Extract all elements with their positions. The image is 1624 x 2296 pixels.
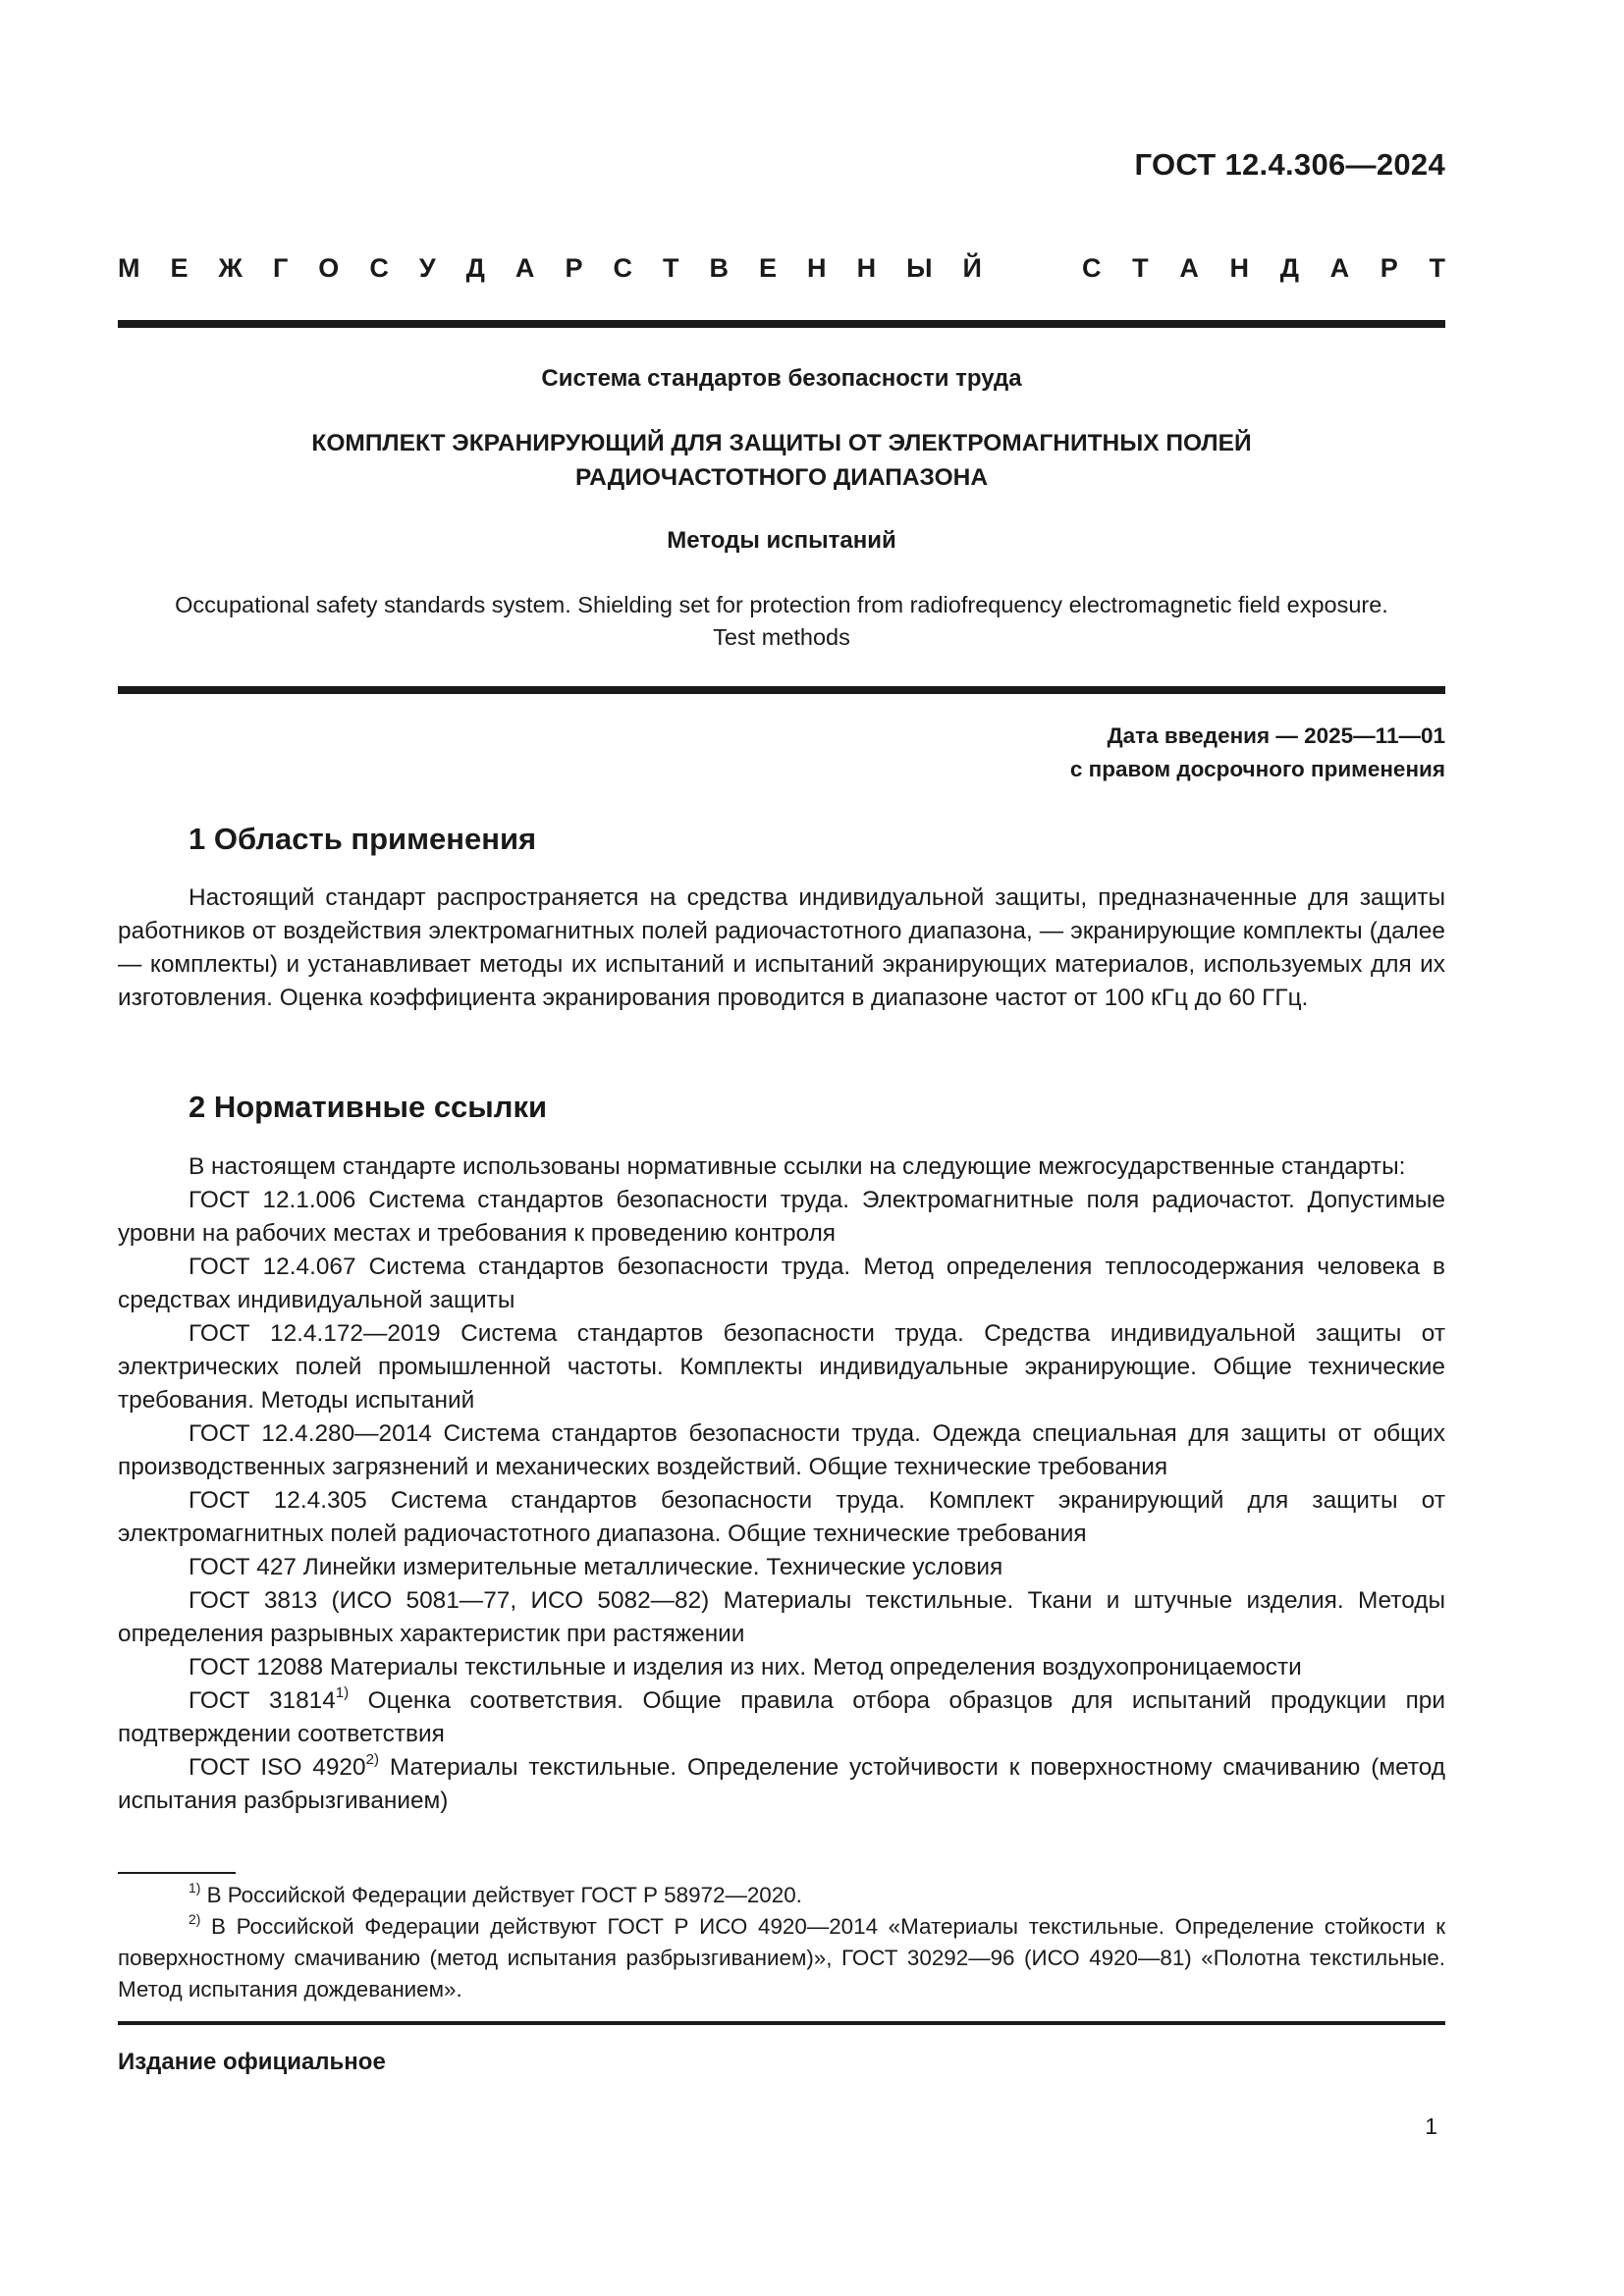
banner-letter: Е [170,253,189,283]
banner-letter: Н [1229,253,1250,283]
official-edition-label: Издание официальное [118,2049,386,2075]
banner-letter: Й [962,253,982,283]
banner-letter: М [118,253,140,283]
footnote-mark: 1) [189,1879,201,1896]
reference-text: ГОСТ 12.4.172—2019 Система стандартов безопасности труда. Средства индивидуальной защиты от электрических полей промышленной частоты. Комплекты индивидуальные экранирующие. Общие технические требования. Методы испытаний [118,1320,1445,1414]
normative-references-list [118,1184,1445,1818]
reference-text-continued: Оценка соответствия. Общие правила отбора образцов для испытаний продукции при подтверждении соответствия [118,1687,1445,1747]
banner-letter: Р [565,253,583,283]
footnote-text: В Российской Федерации действует ГОСТ Р 58972—2020. [200,1883,802,1907]
banner-letter: С [369,253,389,283]
footnote-text: В Российской Федерации действуют ГОСТ Р ИСО 4920—2014 «Материалы текстильные. Определение стойкости к поверхностному смачиванию (метод испытания разбрызгиванием)», ГОСТ 30292—96 (ИСО 4920—81) «Полотна текстильные. Метод испытания дождеванием». [118,1914,1445,2002]
standard-type-word-1 [118,253,982,284]
banner-letter: Ж [218,253,243,283]
banner-letter: Н [807,253,827,283]
page-number: 1 [1425,2113,1437,2139]
reference-item [118,1184,1445,1251]
main-title-line-1: КОМПЛЕКТ ЭКРАНИРУЮЩИЙ ДЛЯ ЗАЩИТЫ ОТ ЭЛЕКТРОМАГНИТНЫХ ПОЛЕЙ [311,430,1252,456]
english-title [118,589,1445,654]
reference-item [118,1251,1445,1317]
standard-type-banner [118,253,1445,284]
banner-letter: Т [1132,253,1149,283]
footnote-rule [118,1872,236,1874]
reference-item [118,1651,1445,1684]
reference-item [118,1317,1445,1417]
footnote [118,1880,1445,1911]
title-rule [118,686,1445,694]
reference-item [118,1484,1445,1551]
document-code: ГОСТ 12.4.306—2024 [1134,147,1445,182]
section-2-heading: 2 Нормативные ссылки [189,1090,548,1124]
banner-letter: А [1329,253,1350,283]
banner-letter: А [514,253,535,283]
reference-text: ГОСТ 12.4.305 Система стандартов безопасности труда. Комплект экранирующий для защиты от электромагнитных полей радиочастотного диапазона. Общие технические требования [118,1487,1445,1547]
banner-letter: Ы [906,253,933,283]
banner-letter: Т [662,253,679,283]
banner-letter: Г [272,253,289,283]
introduction-date-line: Дата введения — 2025—11—01 [1107,723,1445,748]
early-application-note: с правом досрочного применения [1069,757,1445,781]
reference-text: ГОСТ 12.1.006 Система стандартов безопасности труда. Электромагнитные поля радиочастот. Допустимые уровни на рабочих местах и требования к проведению контроля [118,1187,1445,1247]
banner-letter: Д [1279,253,1299,283]
reference-text: ГОСТ 31814 [189,1687,336,1714]
reference-text: ГОСТ 12088 Материалы текстильные и изделия из них. Метод определения воздухопроницаемости [189,1654,1302,1681]
banner-letter: Н [856,253,877,283]
banner-letter: Т [1429,253,1445,283]
banner-letter: Д [465,253,485,283]
reference-text: ГОСТ ISO 4920 [189,1754,366,1781]
banner-letter: С [613,253,632,283]
reference-item [118,1751,1445,1818]
section-2-body [118,1150,1445,1818]
reference-item [118,1584,1445,1651]
footnote-marker: 2) [365,1750,380,1768]
banner-letter: С [1082,253,1102,283]
footnote [118,1911,1445,2005]
reference-text-continued: Материалы текстильные. Определение устойчивости к поверхностному смачиванию (метод испытания разбрызгиванием) [118,1754,1445,1814]
footnote-marker: 1) [335,1683,350,1701]
banner-letter: Р [1380,253,1398,283]
reference-text: ГОСТ 12.4.067 Система стандартов безопасности труда. Метод определения теплосодержания человека в средствах индивидуальной защиты [118,1254,1445,1313]
standard-type-word-2 [1082,253,1445,284]
section-1-paragraph: Настоящий стандарт распространяется на средства индивидуальной защиты, предназначенные для защиты работников от воздействия электромагнитных полей радиочастотного диапазона, — экранирующие комплекты (далее — комплекты) и устанавливает методы их испытаний и испытаний экранирующих материалов, используемых для их изготовления. Оценка коэффициента экранирования проводится в диапазоне частот от 100 кГц до 60 ГГц. [118,884,1445,1011]
reference-text: ГОСТ 3813 (ИСО 5081—77, ИСО 5082—82) Материалы текстильные. Ткани и штучные изделия. Методы определения разрывных характеристик при растяжении [118,1587,1445,1647]
banner-letter: Е [759,253,778,283]
series-title: Система стандартов безопасности труда [541,365,1022,392]
introduction-date [1070,720,1445,786]
footer-rule [118,2021,1445,2025]
reference-item [118,1551,1445,1584]
header-rule [118,320,1445,328]
banner-letter: О [318,253,340,283]
reference-text: ГОСТ 427 Линейки измерительные металлические. Технические условия [189,1554,1003,1580]
reference-item [118,1417,1445,1484]
banner-letter: В [709,253,729,283]
banner-letter: А [1179,253,1199,283]
subtitle: Методы испытаний [667,527,896,554]
english-title-line-1: Occupational safety standards system. Shielding set for protection from radiofrequency electromagnetic field exposure. [175,592,1388,617]
footnotes [118,1880,1445,2005]
english-title-line-2: Test methods [713,624,850,650]
reference-text: ГОСТ 12.4.280—2014 Система стандартов безопасности труда. Одежда специальная для защиты от общих производственных загрязнений и механических воздействий. Общие технические требования [118,1420,1445,1480]
main-title-line-2: РАДИОЧАСТОТНОГО ДИАПАЗОНА [574,464,989,491]
section-1-heading: 1 Область применения [189,822,537,856]
reference-item [118,1684,1445,1751]
section-1-body [118,881,1445,1015]
section-2-intro: В настоящем стандарте использованы нормативные ссылки на следующие межгосударственные стандарты: [189,1153,1406,1180]
banner-letter: У [418,253,436,283]
main-title [118,426,1445,495]
footnote-mark: 2) [189,1910,201,1927]
